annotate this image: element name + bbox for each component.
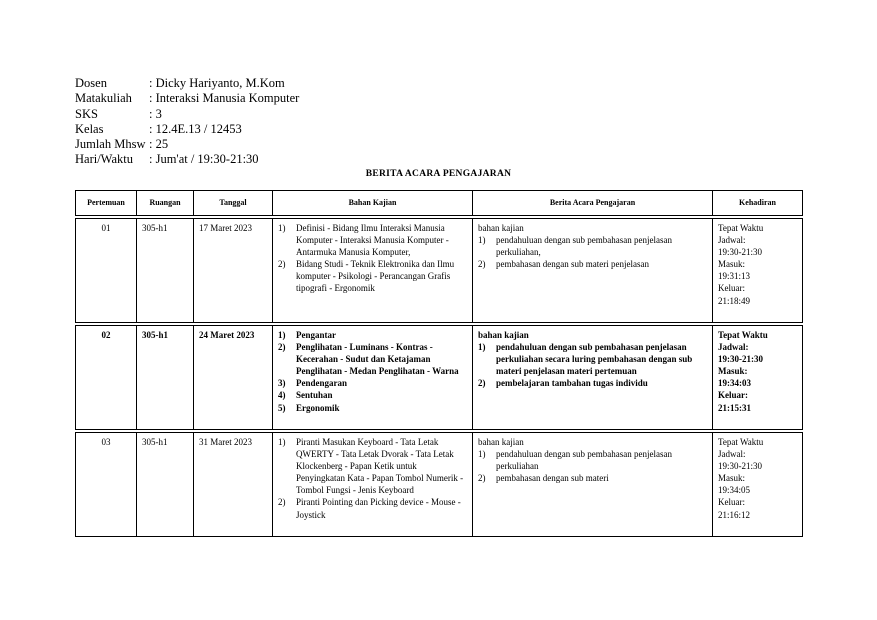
kehadiran-cell bbox=[713, 219, 803, 323]
list-item bbox=[278, 402, 467, 414]
item-number: 5) bbox=[278, 402, 286, 413]
kehadiran-value: 19:30-21:30 bbox=[718, 354, 763, 365]
ruangan-cell: 305-h1 bbox=[137, 433, 194, 537]
table-row bbox=[76, 326, 803, 430]
pertemuan-cell: 02 bbox=[76, 326, 137, 430]
item-text: Piranti Masukan Keyboard - Tata Letak QWERTY - Tata Letak Dvorak - Tata Letak Klockenberg - Papan Ketik untuk Penyingkatan Kata - Papan Tombol Numerik - Tombol Fungsi - Jenis Keyboard bbox=[296, 437, 464, 496]
item-number: 2) bbox=[478, 378, 486, 389]
berita-acara-cell bbox=[473, 433, 713, 537]
column-header: Berita Acara Pengajaran bbox=[473, 191, 713, 216]
item-number: 2) bbox=[478, 259, 486, 270]
list-item bbox=[278, 389, 467, 401]
list-item bbox=[478, 472, 707, 484]
item-number: 1) bbox=[278, 437, 286, 447]
kehadiran-status: Tepat Waktu bbox=[718, 437, 764, 447]
bahan-kajian-list bbox=[278, 222, 467, 295]
item-number: 1) bbox=[278, 223, 286, 233]
berita-acara-cell bbox=[473, 326, 713, 430]
ruangan-cell: 305-h1 bbox=[137, 326, 194, 430]
info-value: : 3 bbox=[149, 106, 162, 121]
list-item bbox=[278, 258, 467, 294]
item-number: 2) bbox=[278, 259, 286, 270]
info-label: Matakuliah bbox=[75, 91, 132, 106]
kehadiran-value: 21:16:12 bbox=[718, 509, 751, 520]
item-text: Bidang Studi - Teknik Elektronika dan Ilmu komputer - Psikologi - Perancangan Grafis tipografi - Ergonomik bbox=[296, 259, 455, 294]
info-row-dosen bbox=[75, 76, 299, 91]
column-header: Tanggal bbox=[194, 191, 273, 216]
info-label: SKS bbox=[75, 106, 98, 121]
berita-list bbox=[478, 341, 707, 389]
bahan-kajian-cell bbox=[273, 326, 473, 430]
item-number: 1) bbox=[478, 235, 486, 246]
info-label: Jumlah Mhsw bbox=[75, 137, 146, 152]
kehadiran-label: Keluar: bbox=[718, 390, 748, 401]
kehadiran-value: 19:31:13 bbox=[718, 271, 751, 282]
list-item bbox=[278, 329, 467, 341]
kehadiran-label: Masuk: bbox=[718, 366, 748, 377]
bahan-kajian-cell bbox=[273, 433, 473, 537]
kehadiran-label: Jadwal: bbox=[718, 342, 749, 353]
pertemuan-cell: 03 bbox=[76, 433, 137, 537]
berita-list bbox=[478, 448, 707, 484]
item-text: pendahuluan dengan sub pembahasan penjelasan perkuliahan bbox=[496, 449, 672, 472]
item-text: pembelajaran tambahan tugas individu bbox=[496, 378, 648, 389]
kehadiran-status: Tepat Waktu bbox=[718, 330, 768, 340]
info-value: : 25 bbox=[149, 137, 169, 152]
item-text: Pendengaran bbox=[296, 378, 348, 389]
berita-list bbox=[478, 234, 707, 270]
course-info bbox=[75, 76, 299, 168]
info-row-waktu bbox=[75, 152, 299, 167]
kehadiran-status: Tepat Waktu bbox=[718, 223, 764, 233]
kehadiran-value: 19:30-21:30 bbox=[718, 247, 762, 258]
info-row-sks bbox=[75, 107, 299, 122]
kehadiran-label: Jadwal: bbox=[718, 449, 746, 460]
table-row bbox=[76, 219, 803, 323]
item-number: 2) bbox=[278, 342, 286, 353]
info-label: Hari/Waktu bbox=[75, 152, 134, 167]
info-value: : Interaksi Manusia Komputer bbox=[149, 91, 300, 106]
info-value: : Jum'at / 19:30-21:30 bbox=[149, 152, 259, 167]
list-item bbox=[478, 258, 707, 270]
attendance-table bbox=[75, 190, 803, 537]
list-item bbox=[278, 496, 467, 520]
berita-intro: bahan kajian bbox=[478, 223, 524, 233]
item-text: pembahasan dengan sub materi bbox=[496, 473, 609, 484]
item-text: Pengantar bbox=[296, 330, 336, 340]
item-number: 3) bbox=[278, 378, 286, 389]
item-text: Piranti Pointing dan Picking device - Mouse - Joystick bbox=[296, 497, 461, 520]
pertemuan-cell: 01 bbox=[76, 219, 137, 323]
info-row-kelas bbox=[75, 122, 299, 137]
info-label: Dosen bbox=[75, 76, 107, 90]
berita-acara-cell bbox=[473, 219, 713, 323]
list-item bbox=[278, 436, 467, 496]
item-number: 4) bbox=[278, 390, 286, 401]
kehadiran-cell bbox=[713, 433, 803, 537]
table-header-row bbox=[76, 191, 803, 216]
list-item bbox=[478, 234, 707, 258]
item-text: Definisi - Bidang Ilmu Interaksi Manusia Komputer - Interaksi Manusia Komputer - Antarmuka Manusia Komputer, bbox=[296, 223, 449, 258]
document-title: BERITA ACARA PENGAJARAN bbox=[365, 169, 512, 179]
info-label: Kelas bbox=[75, 121, 104, 136]
list-item bbox=[478, 448, 707, 472]
bahan-kajian-cell bbox=[273, 219, 473, 323]
list-item bbox=[278, 222, 467, 258]
table-row bbox=[76, 433, 803, 537]
berita-intro: bahan kajian bbox=[478, 330, 529, 340]
item-number: 2) bbox=[478, 473, 486, 484]
ruangan-cell: 305-h1 bbox=[137, 219, 194, 323]
column-header: Kehadiran bbox=[713, 191, 803, 216]
info-value: : 12.4E.13 / 12453 bbox=[149, 121, 242, 136]
berita-intro: bahan kajian bbox=[478, 437, 524, 447]
kehadiran-value: 19:34:05 bbox=[718, 485, 751, 496]
kehadiran-value: 19:30-21:30 bbox=[718, 461, 762, 472]
item-text: pendahuluan dengan sub pembahasan penjelasan perkuliahan secara luring pembahasan dengan sub materi penjelasan materi pertemuan bbox=[496, 342, 693, 377]
bahan-kajian-list bbox=[278, 329, 467, 414]
kehadiran-label: Jadwal: bbox=[718, 235, 746, 246]
item-text: Ergonomik bbox=[296, 402, 340, 413]
tanggal-cell: 17 Maret 2023 bbox=[194, 219, 273, 323]
list-item bbox=[478, 377, 707, 389]
item-text: pembahasan dengan sub materi penjelasan bbox=[496, 259, 649, 270]
kehadiran-value: 21:15:31 bbox=[718, 402, 751, 413]
item-text: pendahuluan dengan sub pembahasan penjelasan perkuliahan, bbox=[496, 235, 672, 258]
list-item bbox=[478, 341, 707, 377]
item-number: 1) bbox=[478, 449, 486, 460]
info-value: : Dicky Hariyanto, M.Kom bbox=[149, 76, 285, 90]
item-text: Sentuhan bbox=[296, 390, 333, 401]
kehadiran-value: 21:18:49 bbox=[718, 295, 751, 306]
kehadiran-label: Masuk: bbox=[718, 259, 745, 270]
tanggal-cell: 31 Maret 2023 bbox=[194, 433, 273, 537]
kehadiran-label: Keluar: bbox=[718, 497, 745, 508]
column-header: Pertemuan bbox=[76, 191, 137, 216]
kehadiran-label: Keluar: bbox=[718, 283, 745, 294]
item-text: Penglihatan - Luminans - Kontras - Kecerahan - Sudut dan Ketajaman Penglihatan - Medan Penglihatan - Warna bbox=[296, 342, 459, 377]
info-row-matakuliah bbox=[75, 91, 299, 106]
column-header: Bahan Kajian bbox=[273, 191, 473, 216]
list-item bbox=[278, 341, 467, 377]
item-number: 2) bbox=[278, 497, 286, 508]
kehadiran-cell bbox=[713, 326, 803, 430]
info-row-jumlah bbox=[75, 137, 299, 152]
kehadiran-label: Masuk: bbox=[718, 473, 745, 484]
item-number: 1) bbox=[478, 342, 486, 353]
list-item bbox=[278, 377, 467, 389]
column-header: Ruangan bbox=[137, 191, 194, 216]
tanggal-cell: 24 Maret 2023 bbox=[194, 326, 273, 430]
kehadiran-value: 19:34:03 bbox=[718, 378, 751, 389]
bahan-kajian-list bbox=[278, 436, 467, 521]
item-number: 1) bbox=[278, 330, 286, 340]
